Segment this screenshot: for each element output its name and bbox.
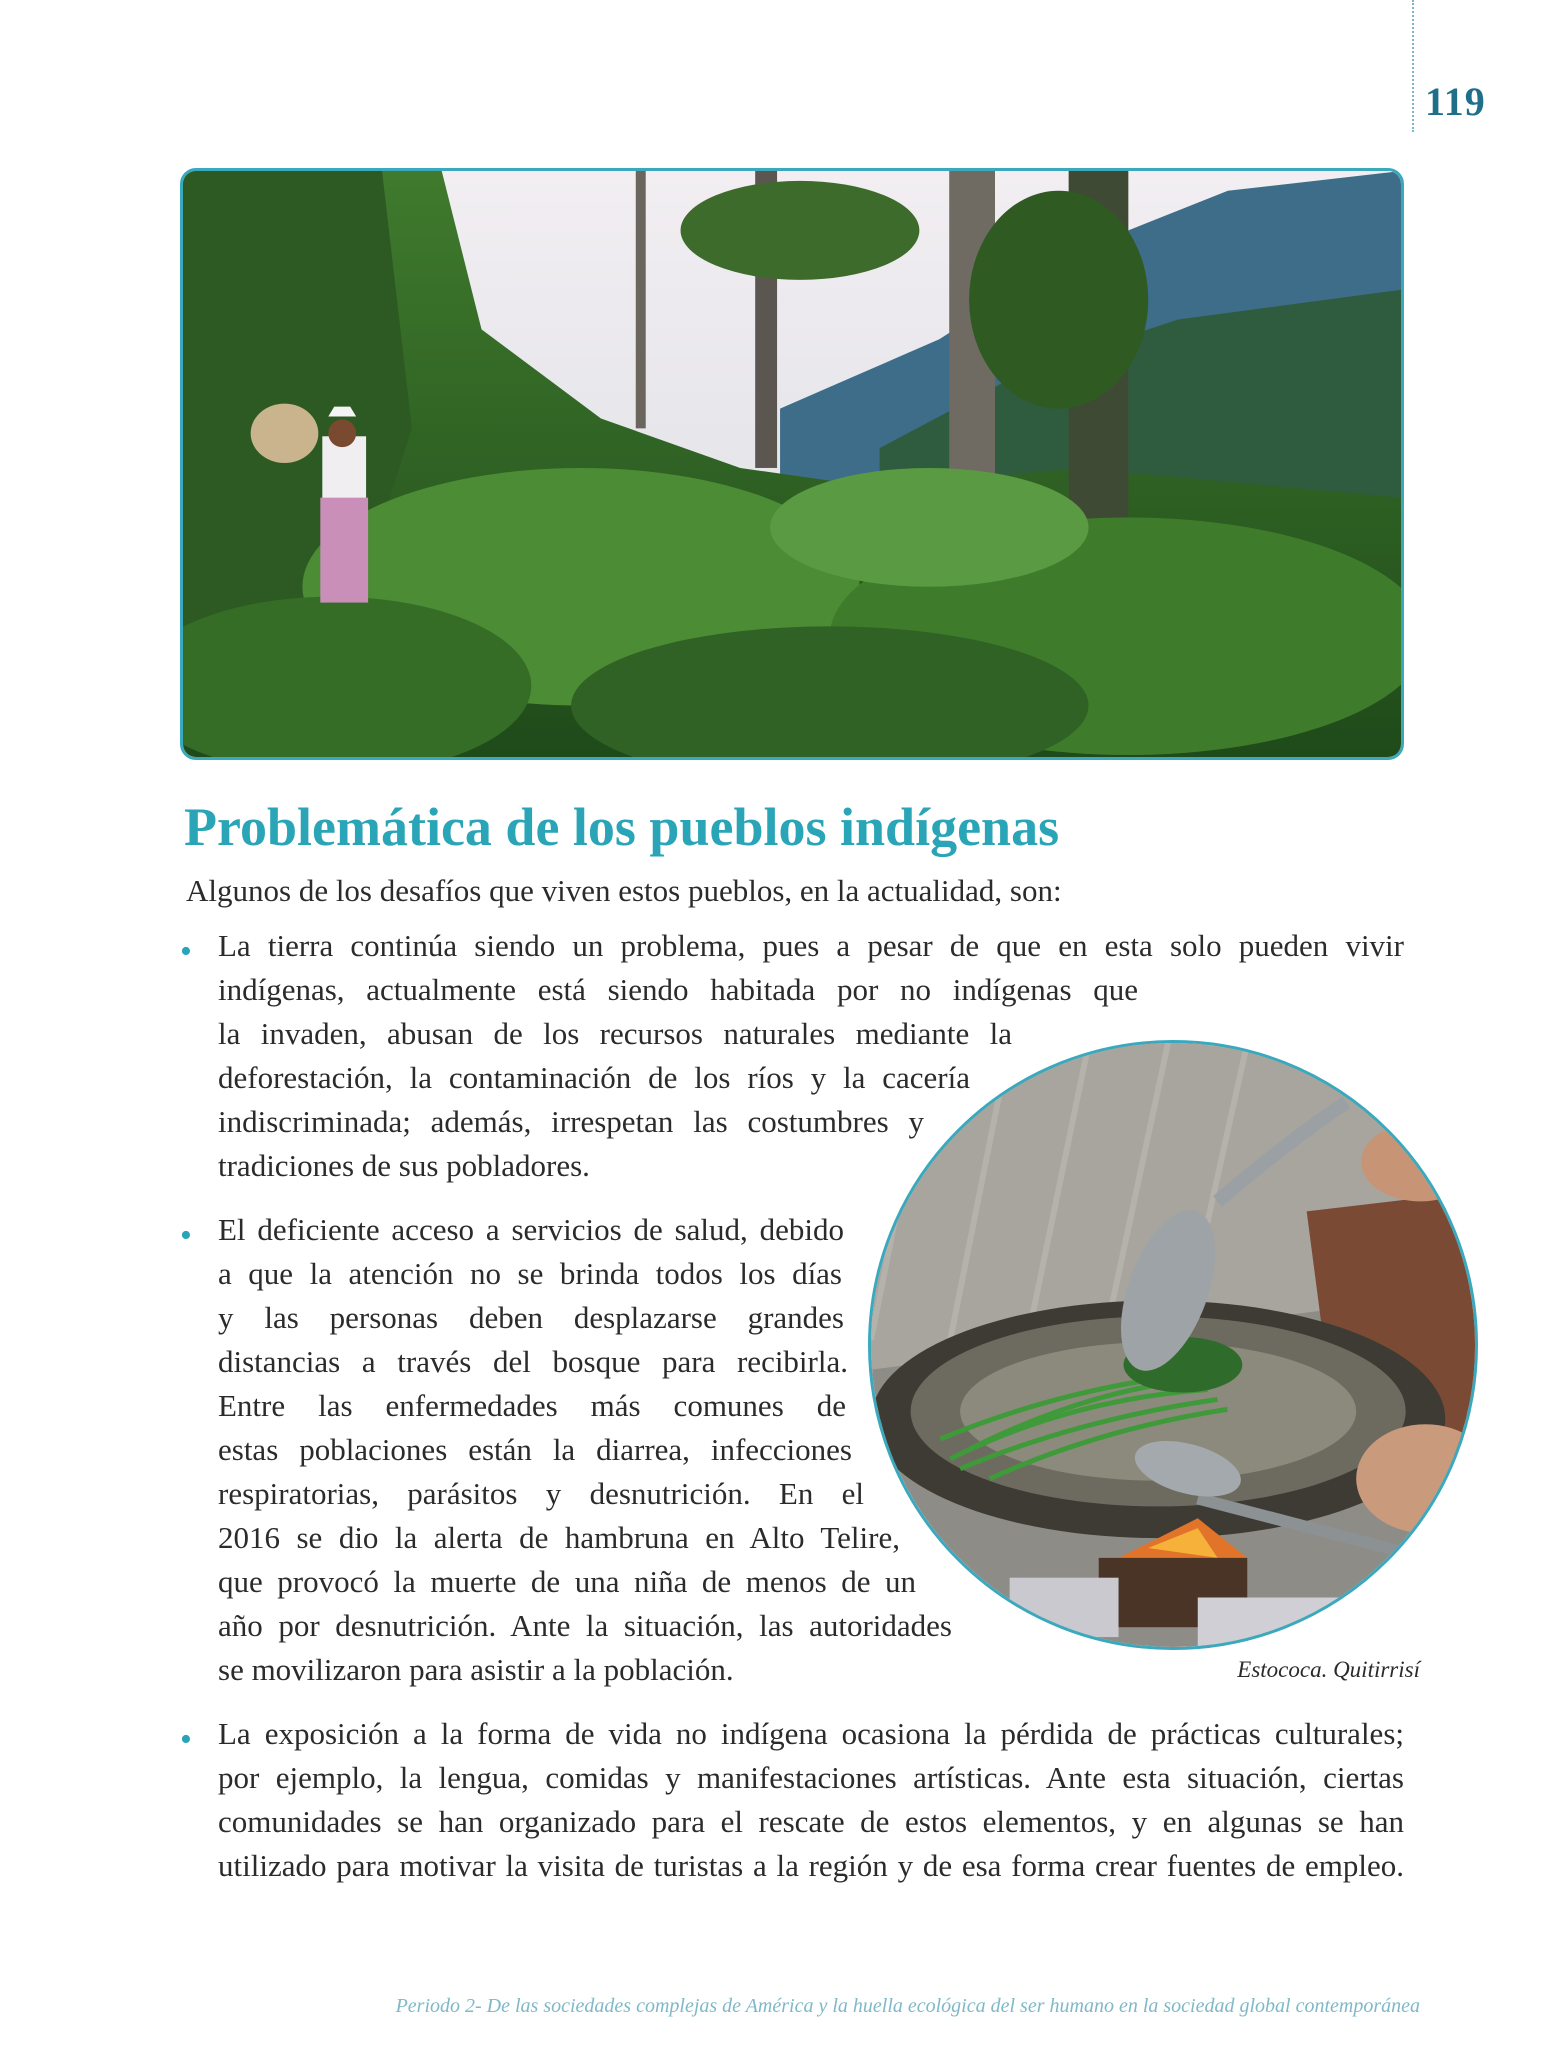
photo-caption: Estococa. Quitirrisí <box>1237 1657 1420 1682</box>
margin-rule <box>1412 0 1414 132</box>
bullet-1-line-5: indiscriminada; además, irrespetan las costumbres y <box>218 1104 924 1139</box>
bullet-2-line-1: El deficiente acceso a servicios de salud, debido <box>218 1212 844 1247</box>
bullet-1-line-6: tradiciones de sus pobladores. <box>218 1148 590 1183</box>
bullet-3-line-3: comunidades se han organizado para el rescate de estos elementos, y en algunas se han <box>218 1804 1404 1839</box>
cooking-photo <box>868 1040 1478 1650</box>
bullet-2-line-3: y las personas deben desplazarse grandes <box>218 1300 844 1335</box>
bullet-marker: • <box>180 1721 192 1758</box>
bullet-2-line-6: estas poblaciones están la diarrea, infecciones <box>218 1432 852 1467</box>
bullet-2-line-5: Entre las enfermedades más comunes de <box>218 1388 846 1423</box>
page-number: 119 <box>1425 79 1486 124</box>
bullet-3-line-4: utilizado para motivar la visita de turistas a la región y de esa forma crear fuentes de empleo. <box>218 1848 1404 1883</box>
section-title: Problemática de los pueblos indígenas <box>184 797 1060 857</box>
bullet-2-line-10: año por desnutrición. Ante la situación, las autoridades <box>218 1608 952 1643</box>
bullet-3-line-1: La exposición a la forma de vida no indígena ocasiona la pérdida de prácticas culturales; <box>218 1716 1404 1751</box>
bullet-2-line-8: 2016 se dio la alerta de hambruna en Alto Telire, <box>218 1520 900 1555</box>
bullet-2-line-2: a que la atención no se brinda todos los días <box>218 1256 842 1291</box>
page-footer: Periodo 2- De las sociedades complejas de América y la huella ecológica del ser humano en la sociedad global contemporánea <box>395 1995 1420 2017</box>
bullet-marker: • <box>180 1217 192 1254</box>
bullet-1-line-3: la invaden, abusan de los recursos naturales mediante la <box>218 1016 1012 1051</box>
bullet-2-line-11: se movilizaron para asistir a la población. <box>218 1652 734 1687</box>
bullet-2-line-4: distancias a través del bosque para recibirla. <box>218 1344 848 1379</box>
bullet-1-line-2: indígenas, actualmente está siendo habitada por no indígenas que <box>218 972 1138 1007</box>
bullet-2-line-7: respiratorias, parásitos y desnutrición. En el <box>218 1476 864 1511</box>
bullet-1-line-1: La tierra continúa siendo un problema, pues a pesar de que en esta solo pueden vivir <box>218 928 1404 963</box>
intro-text: Algunos de los desafíos que viven estos pueblos, en la actualidad, son: <box>186 873 1062 908</box>
bullet-marker: • <box>180 933 192 970</box>
bullet-3-line-2: por ejemplo, la lengua, comidas y manifestaciones artísticas. Ante esta situación, ciertas <box>218 1760 1404 1795</box>
bullet-1-line-4: deforestación, la contaminación de los ríos y la cacería <box>218 1060 970 1095</box>
forest-photo <box>180 168 1404 760</box>
bullet-2-line-9: que provocó la muerte de una niña de menos de un <box>218 1564 916 1599</box>
